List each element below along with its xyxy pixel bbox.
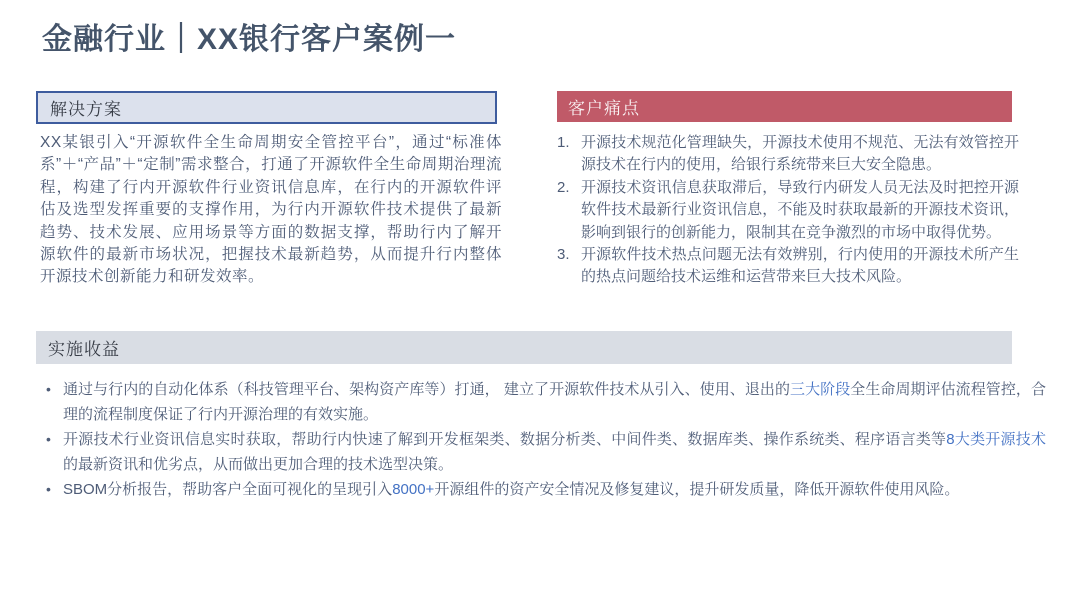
text-segment: 通过与行内的自动化体系（科技管理平台、架构资产库等）打通， 建立了开源软件技术从引入、使用、退出的 (63, 381, 791, 398)
benefits-section-header (36, 331, 1012, 364)
pain-points-list (557, 132, 1019, 289)
pain-point-item: 开源技术资讯信息获取滞后，导致行内研发人员无法及时把控开源软件技术最新行业资讯信息，不能及时获取最新的开源技术资讯，影响到银行的创新能力，限制其在竞争激烈的市场中取得优势。 (581, 178, 1019, 241)
text-segment: 开源技术行业资讯信息实时获取，帮助行内快速了解到开发框架类、数据分析类、中间件类、数据库类、操作系统类、程序语言类等 (63, 431, 947, 448)
text-segment: SBOM分析报告，帮助客户全面可视化的呈现引入 (63, 481, 393, 498)
pain-points-section-header (557, 91, 1012, 122)
solution-body-text: XX某银引入“开源软件全生命周期安全管控平台”，通过“标准体系”＋“产品”＋“定制”需求整合，打通了开源软件全生命周期治理流程，构建了行内开源软件行业资讯信息库，在行内的开源软件评估及选型发挥重要的支撑作用，为行内开源软件技术提供了最新趋势、技术发展、应用场景等方面的数据支撑，帮助行内了解开源软件的最新市场状况，把握技术最新趋势，从而提升行内整体开源技术创新能力和研发效率。 (40, 134, 502, 286)
text-segment: 开源组件的资产安全情况及修复建议，提升研发质量，降低开源软件使用风险。 (434, 481, 960, 498)
pain-point-item: 开源技术规范化管理缺失，开源技术使用不规范、无法有效管控开源技术在行内的使用，给银行系统带来巨大安全隐患。 (581, 134, 1019, 174)
solution-header-label: 解决方案 (50, 100, 122, 120)
pain-point-item: 开源软件技术热点问题无法有效辨别，行内使用的开源技术所产生的热点问题给技术运维和运营带来巨大技术风险。 (581, 246, 1019, 286)
benefit-item (44, 377, 1046, 427)
solution-section-header (36, 91, 497, 124)
pain-points-header-label: 客户痛点 (568, 99, 640, 119)
benefit-item (44, 427, 1046, 477)
benefit-item (44, 477, 1046, 502)
highlighted-text: 8000+ (392, 481, 435, 498)
text-segment: 的最新资讯和优劣点，从而做出更加合理的技术选型决策。 (63, 456, 454, 473)
highlighted-text: 三大阶段 (790, 381, 851, 398)
page-title: 金融行业｜XX银行客户案例一 (42, 23, 457, 56)
benefits-list (44, 377, 1046, 502)
benefits-header-label: 实施收益 (48, 340, 120, 360)
highlighted-text: 8大类开源技术 (946, 431, 1046, 448)
text-segment: 全生命周期评估流程管控，合理的流程制度保证了行内开源治理的有效实施。 (63, 381, 1046, 423)
